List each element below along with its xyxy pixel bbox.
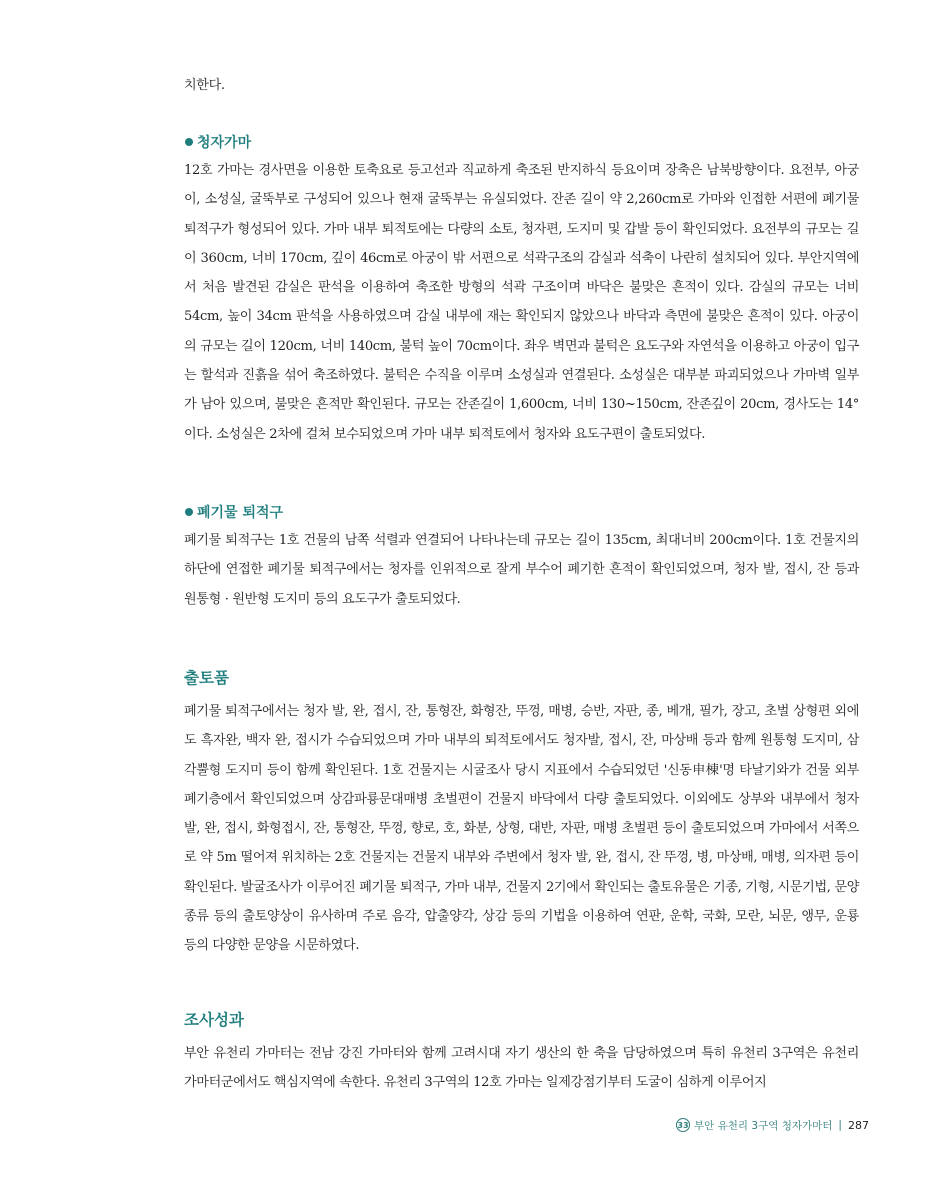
- waste-heading: [185, 502, 283, 522]
- kiln-heading: [185, 132, 251, 152]
- waste-heading-label: 폐기물 퇴적구: [197, 505, 284, 521]
- artifacts-body: 폐기물 퇴적구에서는 청자 발, 완, 접시, 잔, 통형잔, 화형잔, 뚜껑, 매병, 승반, 자판, 종, 베개, 필가, 장고, 초벌 상형편 외에도 흑자완, 백자 완, 접시가 수습되었으며 가마 내부의 퇴적토에서도 청자발, 접시, 잔, 마상배 등과 함께 원통형 도지미, 삼각뿔형 도지미 등이 함께 확인된다. 1호 건물지는 시굴조사 당시 지표에서 수습되었던 '신동申棟'명 타날기와가 건물 외부 폐기층에서 확인되었으며 상감파룡문대매병 초벌편이 건물지 바닥에서 다량 출토되었다. 이외에도 상부와 내부에서 청자 발, 완, 접시, 화형접시, 잔, 통형잔, 뚜껑, 향로, 호, 화분, 상형, 대반, 자판, 매병 초벌편 등이 출토되었으며 가마에서 서쪽으로 약 5m 떨어져 위치하는 2호 건물지는 건물지 내부와 주변에서 청자 발, 완, 접시, 잔 뚜껑, 병, 마상배, 매병, 의자편 등이 확인된다. 발굴조사가 이루어진 폐기물 퇴적구, 가마 내부, 건물지 2기에서 확인되는 출토유물은 기종, 기형, 시문기법, 문양 종류 등의 출토양상이 유사하며 주로 음각, 압출양각, 상감 등의 기법을 이용하여 연판, 운학, 국화, 모란, 뇌문, 앵무, 운룡 등의 다양한 문양을 시문하였다.: [184, 704, 859, 954]
- results-body: 부안 유천리 가마터는 전남 강진 가마터와 함께 고려시대 자기 생산의 한 축을 담당하였으며 특히 유천리 3구역은 유천리 가마터군에서도 핵심지역에 속한다. 유천리 3구역의 12호 가마는 일제강점기부터 도굴이 심하게 이루어지: [184, 1046, 859, 1091]
- bullet-dot-icon: [185, 138, 193, 146]
- chapter-number-badge: 33: [676, 1118, 690, 1132]
- page-footer: [676, 1116, 869, 1134]
- artifacts-heading: 출토품: [184, 669, 229, 687]
- footer-separator: |: [838, 1119, 842, 1131]
- results-heading: 조사성과: [184, 1011, 244, 1029]
- kiln-body: 12호 가마는 경사면을 이용한 토축요로 등고선과 직교하게 축조된 반지하식 등요이며 장축은 남북방향이다. 요전부, 아궁이, 소성실, 굴뚝부로 구성되어 있으나 현재 굴뚝부는 유실되었다. 잔존 길이 약 2,260cm로 가마와 인접한 서편에 폐기물 퇴적구가 형성되어 있다. 가마 내부 퇴적토에는 다량의 소토, 청자편, 도지미 및 갑발 등이 확인되었다. 요전부의 규모는 길이 360cm, 너비 170cm, 깊이 46cm로 아궁이 밖 서편으로 석곽구조의 감실과 석축이 나란히 설치되어 있다. 부안지역에서 처음 발견된 감실은 판석을 이용하여 축조한 방형의 석곽 구조이며 바닥은 불맞은 흔적이 있다. 감실의 규모는 너비 54cm, 높이 34cm 판석을 사용하였으며 감실 내부에 재는 확인되지 않았으나 바닥과 측면에 불맞은 흔적이 있다. 아궁이의 규모는 길이 120cm, 너비 140cm, 불턱 높이 70cm이다. 좌우 벽면과 불턱은 요도구와 자연석을 이용하고 아궁이 입구는 할석과 진흙을 섞어 축조하였다. 불턱은 수직을 이루며 소성실과 연결된다. 소성실은 대부분 파괴되었으나 가마벽 일부가 남아 있으며, 불맞은 흔적만 확인된다. 규모는 잔존길이 1,600cm, 너비 130~150cm, 잔존깊이 20cm, 경사도는 14°이다. 소성실은 2차에 걸쳐 보수되었으며 가마 내부 퇴적토에서 청자와 요도구편이 출토되었다.: [184, 163, 859, 442]
- bullet-dot-icon: [185, 508, 193, 516]
- intro-tail-text: 치한다.: [184, 78, 225, 93]
- waste-body: 폐기물 퇴적구는 1호 건물의 남쪽 석렬과 연결되어 나타나는데 규모는 길이 135cm, 최대너비 200cm이다. 1호 건물지의 하단에 연접한 폐기물 퇴적구에서는 청자를 인위적으로 잘게 부수어 폐기한 흔적이 확인되었으며, 청자 발, 접시, 잔 등과 원통형 · 원반형 도지미 등의 요도구가 출토되었다.: [184, 533, 859, 607]
- page-number: 287: [847, 1118, 869, 1132]
- kiln-heading-label: 청자가마: [197, 135, 252, 151]
- running-title: 부안 유천리 3구역 청자가마터: [694, 1119, 833, 1132]
